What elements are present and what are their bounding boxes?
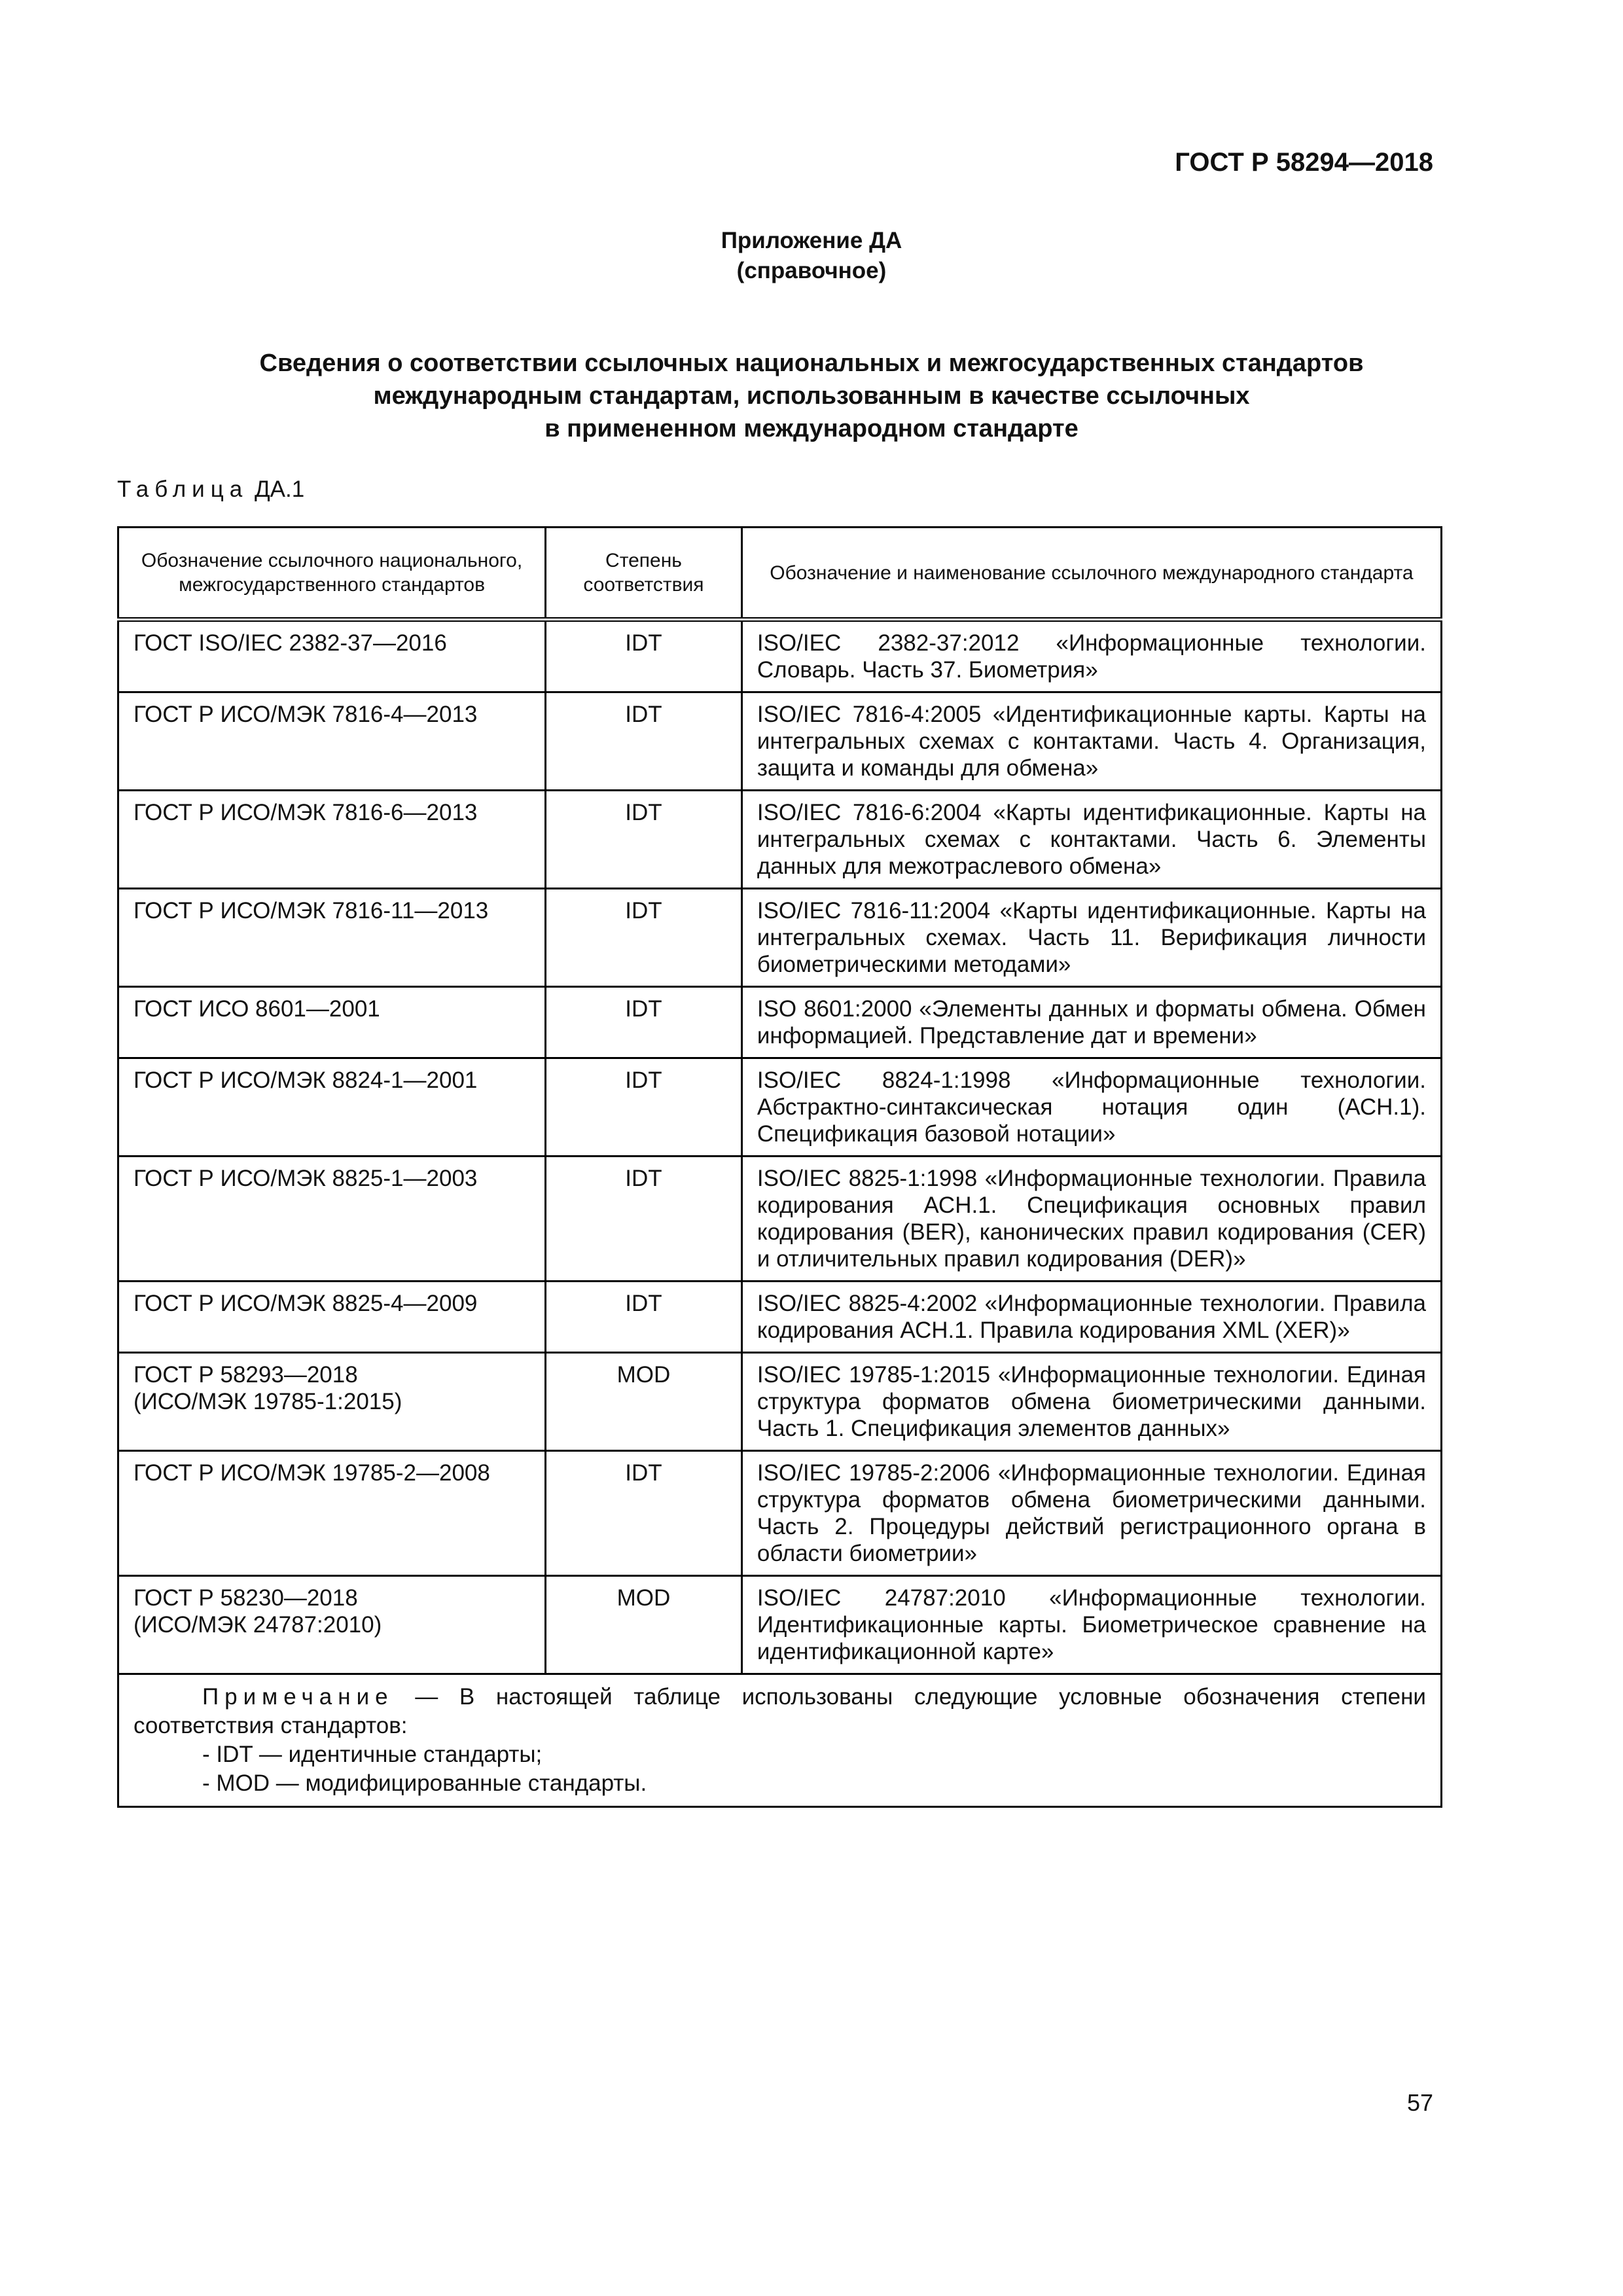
table-row: [118, 791, 1442, 889]
degree-cell: MOD: [546, 1576, 742, 1674]
national-standard-cell: ГОСТ ИСО 8601—2001: [118, 987, 546, 1058]
international-standard-cell: ISO/IEC 7816-4:2005 «Идентификационные карты. Карты на интегральных схемах с контактами. Часть 4. Организация, защита и команды для обмена»: [741, 692, 1441, 791]
table-row: [118, 1058, 1442, 1157]
table-row: [118, 987, 1442, 1058]
national-standard-cell: ГОСТ Р ИСО/МЭК 7816-4—2013: [118, 692, 546, 791]
table-row: [118, 1576, 1442, 1674]
table-body: [118, 620, 1442, 1674]
page-title-line-3: в примененном международном стандарте: [544, 415, 1079, 442]
international-standard-cell: ISO/IEC 7816-11:2004 «Карты идентификационные. Карты на интегральных схемах. Часть 11. Верификация личности биометрическими методами»: [741, 889, 1441, 987]
table-header-row: [118, 528, 1442, 620]
degree-cell: IDT: [546, 889, 742, 987]
appendix-heading: [0, 226, 1623, 286]
international-standard-cell: ISO/IEC 8825-4:2002 «Информационные технологии. Правила кодирования АСН.1. Правила кодирования XML (XER)»: [741, 1282, 1441, 1353]
degree-cell: IDT: [546, 1282, 742, 1353]
table-caption-number: ДА.1: [254, 476, 305, 502]
international-standard-cell: ISO/IEC 8824-1:1998 «Информационные технологии. Абстрактно-синтаксическая нотация один (АСН.1). Спецификация базовой нотации»: [741, 1058, 1441, 1157]
note-body: — В настоящей таблице использованы следующие условные обозначения степени соответствия стандартов:: [134, 1684, 1426, 1738]
degree-cell: IDT: [546, 1058, 742, 1157]
column-header-international: Обозначение и наименование ссылочного международного стандарта: [741, 528, 1441, 620]
degree-cell: IDT: [546, 1157, 742, 1282]
page-title: [0, 347, 1623, 445]
international-standard-cell: ISO/IEC 8825-1:1998 «Информационные технологии. Правила кодирования АСН.1. Спецификация основных правил кодирования (BER), канонических правил кодирования (CER) и отличительных правил кодирования (DER)»: [741, 1157, 1441, 1282]
international-standard-cell: ISO/IEC 7816-6:2004 «Карты идентификационные. Карты на интегральных схемах с контактами. Часть 6. Элементы данных для межотраслевого обмена»: [741, 791, 1441, 889]
national-standard-cell: ГОСТ Р ИСО/МЭК 19785-2—2008: [118, 1451, 546, 1576]
page-number: 57: [1406, 2089, 1433, 2116]
national-standard-cell: ГОСТ Р ИСО/МЭК 8824-1—2001: [118, 1058, 546, 1157]
national-standard-cell: ГОСТ Р ИСО/МЭК 8825-4—2009: [118, 1282, 546, 1353]
degree-cell: IDT: [546, 987, 742, 1058]
national-standard-cell: ГОСТ Р ИСО/МЭК 8825-1—2003: [118, 1157, 546, 1282]
degree-cell: IDT: [546, 620, 742, 692]
national-standard-cell: ГОСТ Р ИСО/МЭК 7816-11—2013: [118, 889, 546, 987]
table-row: [118, 1282, 1442, 1353]
national-standard-cell: ГОСТ Р 58293—2018 (ИСО/МЭК 19785-1:2015): [118, 1353, 546, 1451]
note-label: Примечание: [202, 1684, 394, 1710]
note-item-mod: - MOD — модифицированные стандарты.: [202, 1770, 647, 1796]
table-row: [118, 889, 1442, 987]
international-standard-cell: ISO/IEC 24787:2010 «Информационные технологии. Идентификационные карты. Биометрическое сравнение на идентификационной карте»: [741, 1576, 1441, 1674]
degree-cell: MOD: [546, 1353, 742, 1451]
international-standard-cell: ISO/IEC 19785-2:2006 «Информационные технологии. Единая структура форматов обмена биометрическими данными. Часть 2. Процедуры действий регистрационного органа в области биометрии»: [741, 1451, 1441, 1576]
table-caption: [117, 476, 304, 503]
table-note-row: [118, 1674, 1442, 1807]
table-row: [118, 620, 1442, 692]
degree-cell: IDT: [546, 692, 742, 791]
correspondence-table: [117, 526, 1442, 1808]
degree-cell: IDT: [546, 1451, 742, 1576]
international-standard-cell: ISO/IEC 19785-1:2015 «Информационные технологии. Единая структура форматов обмена биометрическими данными. Часть 1. Спецификация элементов данных»: [741, 1353, 1441, 1451]
national-standard-cell: ГОСТ ISO/IEC 2382-37—2016: [118, 620, 546, 692]
column-header-national: Обозначение ссылочного национального, межгосударственного стандартов: [118, 528, 546, 620]
page-title-line-1: Сведения о соответствии ссылочных национальных и межгосударственных стандартов: [259, 350, 1364, 377]
table-caption-label: Таблица: [117, 476, 249, 502]
table-row: [118, 1157, 1442, 1282]
page-title-line-2: международным стандартам, использованным в качестве ссылочных: [373, 382, 1250, 410]
column-header-degree: Степень соответствия: [546, 528, 742, 620]
table-row: [118, 692, 1442, 791]
appendix-subtitle: (справочное): [736, 258, 887, 283]
appendix-title: Приложение ДА: [721, 228, 902, 253]
document-number: ГОСТ Р 58294—2018: [1175, 148, 1433, 177]
national-standard-cell: ГОСТ Р 58230—2018 (ИСО/МЭК 24787:2010): [118, 1576, 546, 1674]
international-standard-cell: ISO/IEC 2382-37:2012 «Информационные технологии. Словарь. Часть 37. Биометрия»: [741, 620, 1441, 692]
table-note: [118, 1674, 1442, 1807]
note-text: [134, 1683, 1426, 1740]
international-standard-cell: ISO 8601:2000 «Элементы данных и форматы обмена. Обмен информацией. Представление дат и времени»: [741, 987, 1441, 1058]
national-standard-cell: ГОСТ Р ИСО/МЭК 7816-6—2013: [118, 791, 546, 889]
table-row: [118, 1353, 1442, 1451]
degree-cell: IDT: [546, 791, 742, 889]
note-item-idt: - IDT — идентичные стандарты;: [202, 1742, 543, 1767]
table-row: [118, 1451, 1442, 1576]
